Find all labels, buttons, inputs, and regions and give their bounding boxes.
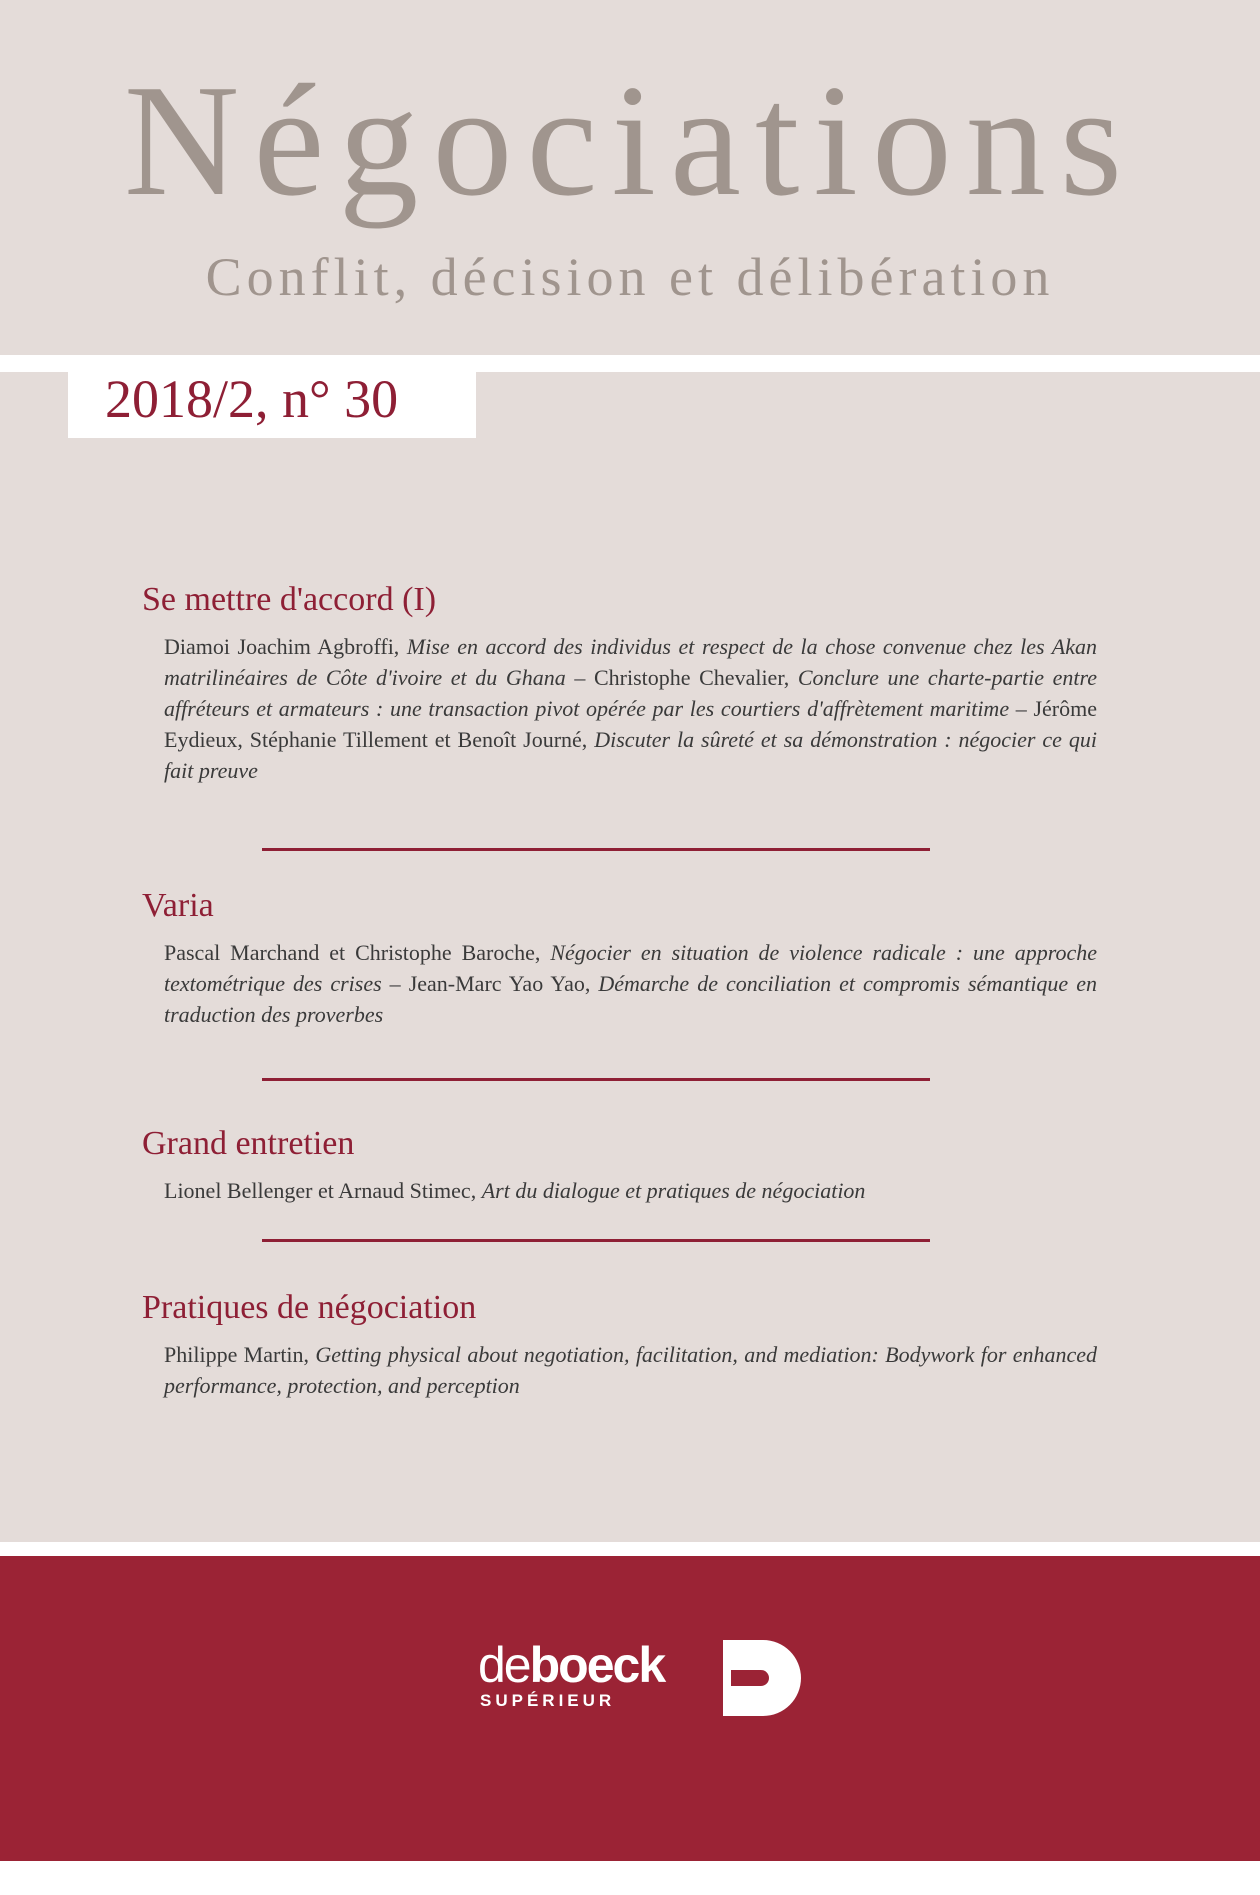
article-authors: Philippe Martin,	[164, 1341, 316, 1367]
article-title: Discuter la sûreté et sa démonstration : négocier ce qui fait preuve	[164, 726, 1097, 783]
issue-number: 2018/2, n° 30	[105, 369, 399, 429]
logo-d-icon	[723, 1640, 807, 1716]
section-divider	[262, 848, 930, 851]
section-title: Grand entretien	[142, 1125, 355, 1162]
section-divider	[262, 1078, 930, 1081]
section-body	[164, 631, 1097, 786]
article-authors: – Jérôme Eydieux, Stéphanie Tillement et Benoît Journé,	[164, 695, 1098, 752]
section-grand-entretien	[142, 1124, 1097, 1206]
article-title: Getting physical about negotiation, facilitation, and mediation: Bodywork for enhanced performance, protection, and perception	[164, 1341, 1097, 1398]
logo-subtitle: SUPÉRIEUR	[480, 1691, 616, 1710]
section-title: Pratiques de négociation	[142, 1289, 477, 1326]
section-body	[164, 1339, 1097, 1401]
article-authors: Lionel Bellenger et Arnaud Stimec,	[164, 1177, 482, 1203]
section-body	[164, 1175, 1097, 1206]
logo-wordmark	[478, 1637, 665, 1693]
article-authors: – Jean-Marc Yao Yao,	[381, 970, 599, 996]
section-title: Se mettre d'accord (I)	[142, 581, 437, 618]
logo-word-bold: boeck	[529, 1637, 665, 1693]
section-body	[164, 937, 1097, 1030]
journal-title: Négociations	[123, 51, 1137, 229]
section-pratiques-de-negociation	[142, 1288, 1097, 1401]
publisher-logo	[478, 1637, 808, 1750]
logo-word-light: de	[478, 1637, 530, 1693]
section-se-mettre-d-accord	[142, 580, 1097, 786]
article-title: Négocier en situation de violence radicale : une approche textométrique des crises	[164, 939, 1097, 996]
article-title: Conclure une charte-partie entre affréteurs et armateurs : une transaction pivot opérée par les courtiers d'affrètement maritime	[164, 664, 1097, 721]
section-varia	[142, 886, 1097, 1030]
section-title: Varia	[142, 887, 214, 924]
journal-subtitle: Conflit, décision et délibération	[205, 247, 1055, 307]
article-authors: Diamoi Joachim Agbroffi,	[164, 633, 407, 659]
article-title: Mise en accord des individus et respect de la chose convenue chez les Akan matrilinéaires de Côte d'ivoire et du Ghana	[164, 633, 1097, 690]
article-authors: Pascal Marchand et Christophe Baroche,	[164, 939, 551, 965]
section-divider	[262, 1239, 930, 1242]
article-title: Art du dialogue et pratiques de négociation	[481, 1177, 866, 1203]
article-authors: – Christophe Chevalier,	[565, 664, 798, 690]
article-title: Démarche de conciliation et compromis sémantique en traduction des proverbes	[164, 970, 1097, 1027]
